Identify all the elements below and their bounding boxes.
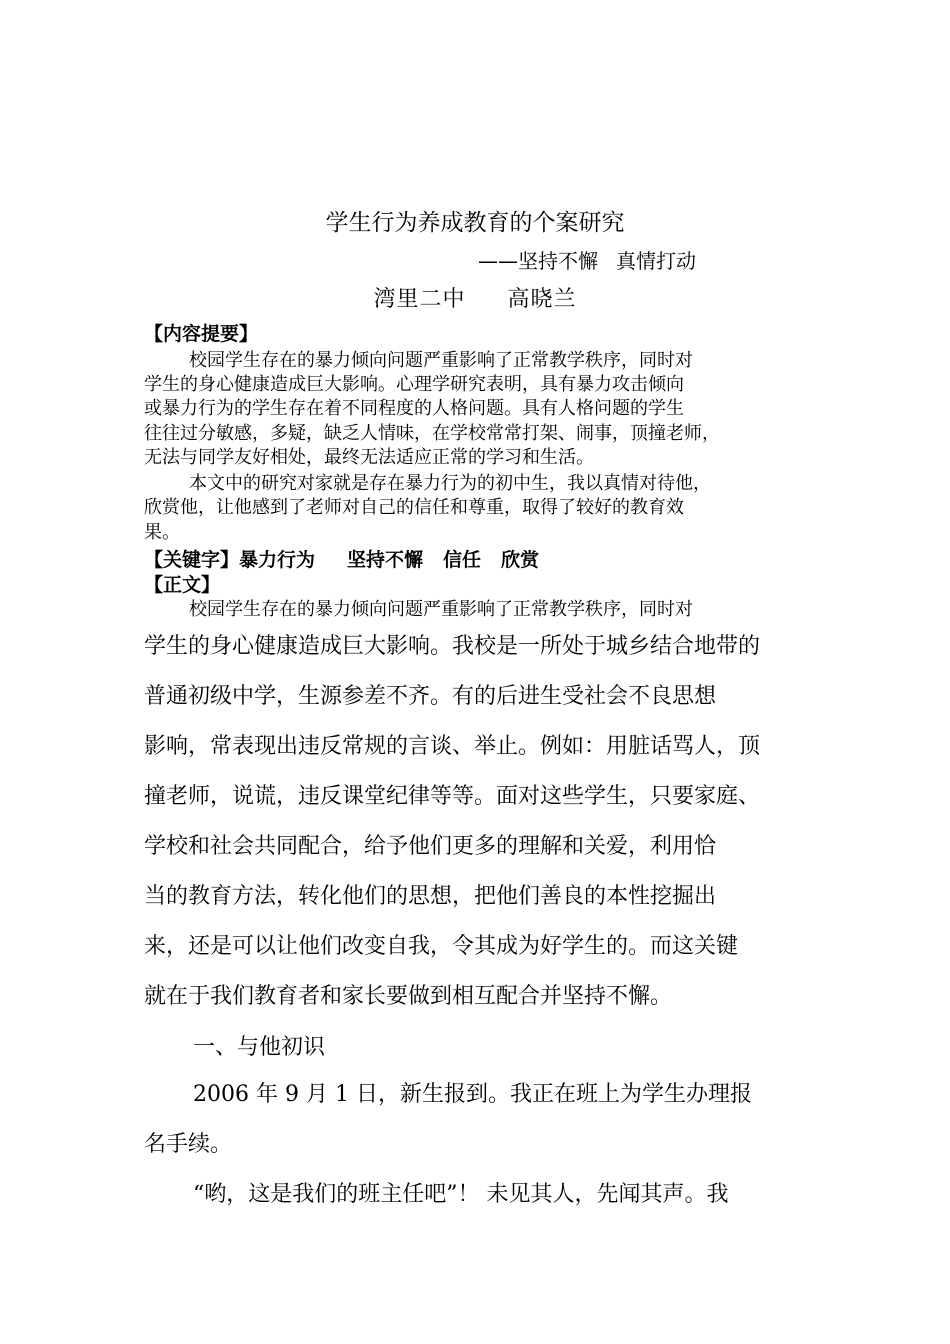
document-title: 学生行为养成教育的个案研究 bbox=[325, 210, 625, 236]
keyword-item: 欣赏 bbox=[501, 549, 540, 571]
body-line: 来，还是可以让他们改变自我，令其成为好学生的。而这关键 bbox=[144, 934, 739, 959]
abstract-line: 欣赏他，让他感到了老师对自己的信任和尊重，取得了较好的教育效 bbox=[144, 497, 684, 518]
body-line: 就在于我们教育者和家长要做到相互配合并坚持不懈。 bbox=[144, 984, 673, 1009]
body-line: 名手续。 bbox=[144, 1132, 233, 1157]
keyword-item: 坚持不懈 bbox=[347, 549, 424, 571]
author-line bbox=[0, 285, 950, 315]
abstract-line: 果。 bbox=[144, 522, 180, 543]
abstract-line: 或暴力行为的学生存在着不同程度的人格问题。具有人格问题的学生 bbox=[144, 398, 684, 419]
abstract-line: 校园学生存在的暴力倾向问题严重影响了正常教学秩序，同时对 bbox=[189, 350, 693, 371]
abstract-heading: 【内容提要】 bbox=[144, 323, 259, 345]
section-heading: 一、与他初识 bbox=[193, 1035, 326, 1060]
subtitle-part1: ——坚持不懈 bbox=[478, 249, 598, 273]
body-line: 普通初级中学，生源参差不齐。有的后进生受社会不良思想 bbox=[144, 684, 717, 709]
keywords-line bbox=[144, 548, 539, 572]
body-line: 影响，常表现出违反常规的言谈、举止。例如：用脏话骂人，顶 bbox=[144, 734, 761, 759]
body-line: “哟，这是我们的班主任吧”！ 未见其人，先闻其声。我 bbox=[193, 1182, 729, 1207]
body-line: 学生的身心健康造成巨大影响。我校是一所处于城乡结合地带的 bbox=[144, 634, 761, 659]
body-line: 学校和社会共同配合，给予他们更多的理解和关爱，利用恰 bbox=[144, 834, 717, 859]
body-line: 2006 年 9 月 1 日，新生报到。我正在班上为学生办理报 bbox=[193, 1082, 752, 1107]
keyword-item: 暴力行为 bbox=[239, 549, 316, 571]
body-line: 当的教育方法，转化他们的思想，把他们善良的本性挖掘出 bbox=[144, 884, 717, 909]
subtitle-part2: 真情打动 bbox=[616, 249, 696, 273]
body-heading: 【正文】 bbox=[144, 574, 221, 596]
keywords-heading: 【关键字】 bbox=[144, 549, 240, 571]
body-line: 撞老师，说谎，违反课堂纪律等等。面对这些学生，只要家庭、 bbox=[144, 784, 761, 809]
abstract-line: 无法与同学友好相处，最终无法适应正常的学习和生活。 bbox=[144, 447, 594, 468]
abstract-line: 往往过分敏感，多疑，缺乏人情味，在学校常常打架、闹事，顶撞老师， bbox=[144, 423, 720, 444]
body-first-line: 校园学生存在的暴力倾向问题严重影响了正常教学秩序，同时对 bbox=[189, 599, 693, 620]
abstract-line: 学生的身心健康造成巨大影响。心理学研究表明，具有暴力攻击倾向 bbox=[144, 374, 684, 395]
author-name: 高晓兰 bbox=[507, 287, 577, 312]
keyword-item: 信任 bbox=[443, 549, 482, 571]
document-subtitle bbox=[478, 248, 696, 274]
author-school: 湾里二中 bbox=[373, 287, 466, 312]
abstract-line: 本文中的研究对家就是存在暴力行为的初中生，我以真情对待他， bbox=[189, 473, 711, 494]
